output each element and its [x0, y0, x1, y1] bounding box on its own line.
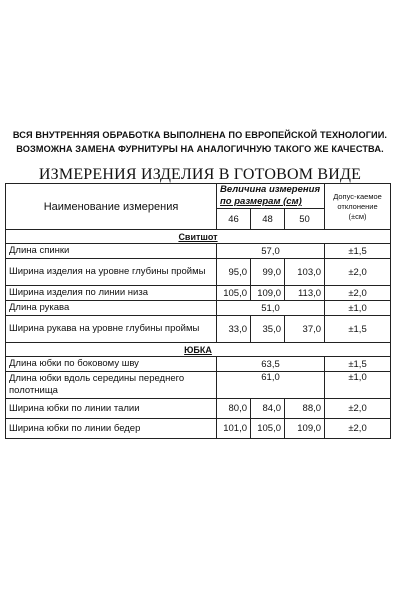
row-name: Ширина изделия на уровне глубины проймы: [6, 259, 217, 286]
row-name: Ширина рукава на уровне глубины проймы: [6, 316, 217, 343]
table-row: [6, 244, 391, 259]
row-value-50: 103,0: [285, 259, 325, 286]
row-name: Длина юбки вдоль середины переднего полотнища: [6, 372, 217, 399]
row-value-all-sizes: 63,5: [217, 357, 325, 372]
notice-line-1: ВСЯ ВНУТРЕННЯЯ ОБРАБОТКА ВЫПОЛНЕНА ПО ЕВРОПЕЙСКОЙ ТЕХНОЛОГИИ.: [12, 130, 388, 140]
row-tolerance: ±1,5: [325, 357, 391, 372]
header-size-46: 46: [217, 209, 251, 230]
row-value-all-sizes: 51,0: [217, 301, 325, 316]
header-magnitude-line-1: Величина измерения: [220, 184, 321, 195]
row-name: Длина юбки по боковому шву: [6, 357, 217, 372]
table-row: [6, 372, 391, 399]
row-tolerance: ±1,0: [325, 372, 391, 399]
table-row: [6, 316, 391, 343]
section-row: [6, 230, 391, 244]
row-name: Ширина юбки по линии бедер: [6, 419, 217, 439]
row-value-50: 113,0: [285, 286, 325, 301]
header-tolerance: Допус-каемое отклонение (±см): [325, 184, 391, 230]
row-name: Ширина изделия по линии низа: [6, 286, 217, 301]
measurements-table: [5, 183, 391, 439]
row-tolerance: ±2,0: [325, 419, 391, 439]
notice-line-2: ВОЗМОЖНА ЗАМЕНА ФУРНИТУРЫ НА АНАЛОГИЧНУЮ ТАКОГО ЖЕ КАЧЕСТВА.: [16, 144, 384, 154]
row-tolerance: ±1,5: [325, 316, 391, 343]
table-row: [6, 286, 391, 301]
technology-notice: [0, 128, 400, 156]
row-name: Ширина юбки по линии талии: [6, 399, 217, 419]
row-value-48: 109,0: [251, 286, 285, 301]
row-tolerance: ±2,0: [325, 286, 391, 301]
header-magnitude: [217, 184, 325, 209]
row-value-48: 35,0: [251, 316, 285, 343]
row-value-50: 109,0: [285, 419, 325, 439]
row-value-46: 80,0: [217, 399, 251, 419]
table-row: [6, 259, 391, 286]
table-row: [6, 357, 391, 372]
section-title-skirt: ЮБКА: [6, 343, 391, 357]
row-value-50: 88,0: [285, 399, 325, 419]
row-value-46: 101,0: [217, 419, 251, 439]
section-row: [6, 343, 391, 357]
table-header-row: [6, 184, 391, 209]
row-value-50: 37,0: [285, 316, 325, 343]
document-title: ИЗМЕРЕНИЯ ИЗДЕЛИЯ В ГОТОВОМ ВИДЕ: [38, 166, 362, 183]
header-magnitude-line-2: по размерам (см): [220, 196, 302, 207]
row-tolerance: ±2,0: [325, 399, 391, 419]
row-value-48: 99,0: [251, 259, 285, 286]
header-size-48: 48: [251, 209, 285, 230]
row-value-46: 105,0: [217, 286, 251, 301]
row-value-all-sizes: 61,0: [217, 372, 325, 399]
row-name: Длина рукава: [6, 301, 217, 316]
row-tolerance: ±1,5: [325, 244, 391, 259]
table-row: [6, 301, 391, 316]
row-name: Длина спинки: [6, 244, 217, 259]
table-row: [6, 399, 391, 419]
row-value-46: 95,0: [217, 259, 251, 286]
row-value-46: 33,0: [217, 316, 251, 343]
row-tolerance: ±1,0: [325, 301, 391, 316]
section-title-sweatshirt: Свитшот: [6, 230, 391, 244]
row-value-48: 84,0: [251, 399, 285, 419]
row-tolerance: ±2,0: [325, 259, 391, 286]
row-value-48: 105,0: [251, 419, 285, 439]
table-row: [6, 419, 391, 439]
header-measurement-name: Наименование измерения: [6, 184, 217, 230]
row-value-all-sizes: 57,0: [217, 244, 325, 259]
header-size-50: 50: [285, 209, 325, 230]
